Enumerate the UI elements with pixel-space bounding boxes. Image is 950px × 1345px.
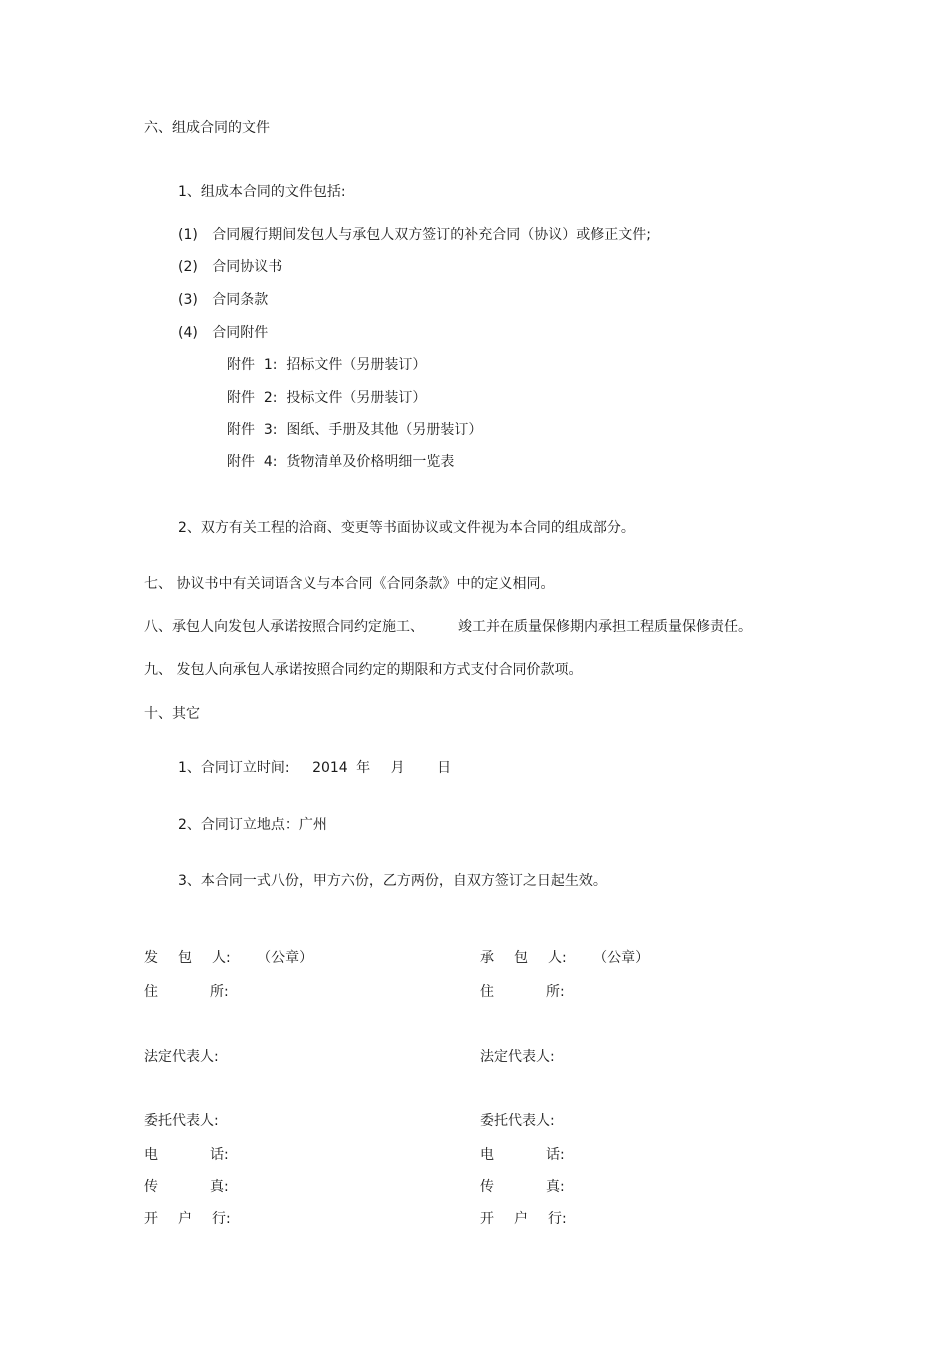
contractor-agent-label: 委托代表人:: [480, 1113, 555, 1129]
list-text: 合同附件: [212, 325, 269, 341]
label-char: 人:: [212, 950, 231, 966]
label-char: 承: [480, 950, 494, 966]
label-char: 行:: [212, 1211, 231, 1227]
label-char: 发: [144, 950, 158, 966]
attachment-2: 附件 2: 投标文件（另册装订）: [227, 390, 427, 406]
list-number: (1): [178, 227, 198, 243]
employer-bank-label: [144, 1209, 231, 1229]
label-char: 传: [144, 1179, 158, 1195]
contractor-label: [480, 948, 649, 968]
label-char: 住: [144, 984, 158, 1000]
employer-phone-label: [144, 1145, 229, 1165]
contract-year: 2014: [312, 760, 348, 776]
attachment-3: 附件 3: 图纸、手册及其他（另册装订）: [227, 422, 483, 438]
label-char: 包: [178, 950, 192, 966]
section-7: 七、 协议书中有关词语含义与本合同《合同条款》中的定义相同。: [144, 576, 555, 592]
label-char: 传: [480, 1179, 494, 1195]
label-char: 真:: [546, 1179, 565, 1195]
section-8: [144, 617, 752, 637]
contractor-fax-label: [480, 1177, 565, 1197]
attachment-1: 附件 1: 招标文件（另册装订）: [227, 357, 427, 373]
list-item-2: [178, 257, 282, 277]
section-10-heading: 十、其它: [144, 706, 200, 722]
label-char: 包: [514, 950, 528, 966]
list-item-3: [178, 290, 268, 310]
label-char: 电: [480, 1147, 494, 1163]
list-text: 合同条款: [212, 292, 269, 308]
month-unit: 月: [390, 760, 405, 776]
employer-address-label: [144, 982, 229, 1002]
label-char: 开: [480, 1211, 494, 1227]
day-unit: 日: [437, 760, 452, 776]
label-char: 户: [514, 1211, 528, 1227]
list-item-4: [178, 323, 268, 343]
list-number: (3): [178, 292, 198, 308]
section-9: 九、 发包人向承包人承诺按照合同约定的期限和方式支付合同价款项。: [144, 662, 583, 678]
label-char: 人:: [548, 950, 567, 966]
employer-fax-label: [144, 1177, 229, 1197]
section-6-heading: 六、组成合同的文件: [144, 120, 270, 136]
contract-date: [178, 758, 451, 778]
employer-legal-rep-label: 法定代表人:: [144, 1049, 219, 1065]
list-number: (2): [178, 259, 198, 275]
label-char: 行:: [548, 1211, 567, 1227]
label-char: 话:: [546, 1147, 565, 1163]
label-char: 户: [178, 1211, 192, 1227]
list-text: 合同协议书: [212, 259, 283, 275]
contract-copies: 3、本合同一式八份，甲方六份，乙方两份，自双方签订之日起生效。: [178, 873, 607, 889]
label-char: 所:: [210, 984, 229, 1000]
section-6-item-1: 1、组成本合同的文件包括:: [178, 184, 346, 200]
label-char: 开: [144, 1211, 158, 1227]
label-char: 真:: [210, 1179, 229, 1195]
label-char: 电: [144, 1147, 158, 1163]
label-char: 所:: [546, 984, 565, 1000]
employer-label: [144, 948, 313, 968]
contract-date-label: 1、合同订立时间:: [178, 760, 290, 776]
employer-agent-label: 委托代表人:: [144, 1113, 219, 1129]
contractor-phone-label: [480, 1145, 565, 1165]
contractor-seal: （公章）: [593, 950, 650, 966]
list-number: (4): [178, 325, 198, 341]
contract-place: 2、合同订立地点：广州: [178, 817, 327, 833]
section-8-part-1: 八、承包人向发包人承诺按照合同约定施工、: [144, 619, 424, 635]
section-6-item-2: 2、双方有关工程的洽商、变更等书面协议或文件视为本合同的组成部分。: [178, 520, 635, 536]
contractor-bank-label: [480, 1209, 567, 1229]
employer-seal: （公章）: [257, 950, 314, 966]
contractor-legal-rep-label: 法定代表人:: [480, 1049, 555, 1065]
list-item-1: [178, 225, 651, 245]
label-char: 住: [480, 984, 494, 1000]
section-8-part-2: 竣工并在质量保修期内承担工程质量保修责任。: [458, 619, 752, 635]
label-char: 话:: [210, 1147, 229, 1163]
contractor-address-label: [480, 982, 565, 1002]
list-text: 合同履行期间发包人与承包人双方签订的补充合同（协议）或修正文件;: [212, 227, 652, 243]
attachment-4: 附件 4: 货物清单及价格明细一览表: [227, 454, 455, 470]
year-unit: 年: [356, 760, 371, 776]
